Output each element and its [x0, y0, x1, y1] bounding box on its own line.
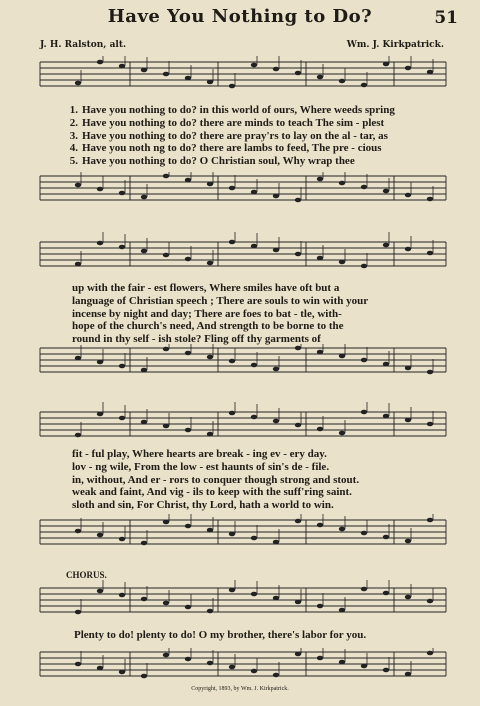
note-head [361, 531, 367, 536]
note-head [405, 366, 411, 371]
note-head [97, 589, 103, 594]
treble-staff-system-1 [0, 56, 480, 110]
words-credit: J. H. Ralston, alt. [40, 40, 127, 50]
note-heads [75, 580, 433, 614]
lyric-line: up with the fair - est flowers, Where smiles have oft but a [72, 282, 340, 294]
lyric-line: 3. Have you nothing to do? there are pray'rs to lay on the al - tar, as [69, 129, 388, 142]
note-head [427, 599, 433, 604]
note-head [163, 601, 169, 606]
note-head [141, 368, 147, 373]
note-head [185, 605, 191, 610]
note-head [97, 666, 103, 671]
note-head [361, 83, 367, 88]
lyric-line: 2. Have you nothing to do? there are minds to teach The sim - plest [69, 116, 385, 129]
lyric-line: 4. Have you noth ng to do? there are lambs to feed, The pre - cious [69, 142, 382, 155]
note-head [251, 190, 257, 195]
note-head [427, 370, 433, 375]
note-head [75, 356, 81, 361]
note-head [273, 194, 279, 199]
note-head [75, 433, 81, 438]
note-head [427, 651, 433, 656]
note-head [361, 185, 367, 190]
note-head [163, 174, 169, 179]
note-head [163, 424, 169, 429]
chorus-lyrics: Plenty to do! plenty to do! O my brother, there's labor for you. [74, 629, 367, 641]
note-head [383, 62, 389, 67]
note-head [119, 364, 125, 369]
note-head [119, 593, 125, 598]
note-head [273, 673, 279, 678]
note-head [119, 191, 125, 196]
note-head [207, 661, 213, 666]
note-heads [75, 56, 433, 88]
note-head [229, 186, 235, 191]
note-head [427, 70, 433, 75]
note-head [163, 253, 169, 258]
note-head [75, 81, 81, 86]
note-head [317, 427, 323, 432]
lyric-line: round in thy self - ish stole? Fling off thy garments of [72, 333, 321, 346]
verse-lyrics-system-1 [64, 104, 454, 168]
note-head [97, 360, 103, 365]
note-head [251, 536, 257, 541]
note-head [229, 665, 235, 670]
note-head [317, 523, 323, 528]
note-head [339, 660, 345, 665]
note-head [405, 539, 411, 544]
note-head [207, 182, 213, 187]
note-head [97, 60, 103, 65]
treble-staff-system-2 [0, 232, 480, 280]
note-head [339, 354, 345, 359]
note-head [361, 264, 367, 269]
note-head [383, 591, 389, 596]
note-head [383, 189, 389, 194]
note-head [383, 243, 389, 248]
note-head [339, 527, 345, 532]
note-heads [75, 344, 433, 374]
note-head [141, 68, 147, 73]
note-head [119, 670, 125, 675]
note-heads [75, 402, 433, 437]
note-head [119, 64, 125, 69]
note-head [185, 657, 191, 662]
note-head [141, 541, 147, 546]
hymn-title: Have You Nothing to Do? [107, 6, 373, 27]
note-head [295, 71, 301, 76]
note-head [405, 66, 411, 71]
note-head [229, 84, 235, 89]
note-head [361, 410, 367, 415]
lyric-line: 5. Have you nothing to do? O Christian soul, Why wrap thee [69, 155, 355, 168]
music-credit: Wm. J. Kirkpatrick. [346, 40, 444, 50]
note-head [141, 249, 147, 254]
note-head [163, 72, 169, 77]
note-head [185, 76, 191, 81]
note-head [273, 540, 279, 545]
note-head [141, 195, 147, 200]
note-head [383, 362, 389, 367]
note-head [295, 346, 301, 351]
note-head [405, 247, 411, 252]
note-head [229, 588, 235, 593]
bass-staff-system-1 [0, 172, 480, 208]
lyric-line: hope of the church's need, And strength to be borne to the [72, 320, 344, 333]
note-head [427, 251, 433, 256]
lyric-line: language of Christian speech ; There are souls to win with your [72, 294, 369, 307]
lyric-line: sloth and sin, For Christ, thy Lord, hath a world to win. [72, 499, 334, 512]
note-head [405, 672, 411, 677]
note-head [273, 67, 279, 72]
note-head [97, 412, 103, 417]
note-heads [75, 172, 433, 202]
note-head [185, 524, 191, 529]
verse-lyrics-system-3 [72, 448, 462, 512]
note-head [141, 674, 147, 679]
note-head [339, 608, 345, 613]
note-head [163, 347, 169, 352]
note-head [295, 198, 301, 203]
note-head [207, 609, 213, 614]
note-head [163, 653, 169, 658]
note-head [405, 595, 411, 600]
note-head [339, 181, 345, 186]
note-head [317, 177, 323, 182]
note-head [317, 656, 323, 661]
note-heads [75, 514, 433, 545]
lyric-line: incense by night and day; There are foes to bat - tle, with- [72, 307, 342, 320]
note-head [273, 596, 279, 601]
note-head [207, 432, 213, 437]
note-head [207, 355, 213, 360]
bass-staff-chorus [0, 648, 480, 684]
note-head [251, 592, 257, 597]
note-head [427, 518, 433, 523]
note-head [97, 241, 103, 246]
note-heads [75, 232, 433, 268]
note-head [185, 428, 191, 433]
treble-staff-chorus [0, 580, 480, 624]
note-head [339, 79, 345, 84]
chorus-label: CHORUS. [66, 570, 107, 580]
note-head [361, 664, 367, 669]
note-head [185, 257, 191, 262]
note-head [75, 262, 81, 267]
note-head [163, 520, 169, 525]
note-head [119, 416, 125, 421]
note-head [251, 244, 257, 249]
bass-staff-system-2 [0, 344, 480, 380]
note-head [383, 535, 389, 540]
note-head [229, 359, 235, 364]
note-head [75, 529, 81, 534]
note-head [75, 662, 81, 667]
note-head [295, 519, 301, 524]
note-head [317, 256, 323, 261]
note-head [97, 187, 103, 192]
note-head [185, 351, 191, 356]
note-head [317, 604, 323, 609]
note-head [273, 248, 279, 253]
note-head [383, 414, 389, 419]
note-head [361, 587, 367, 592]
copyright-notice: Copyright, 1893, by Wm. J. Kirkpatrick. [191, 686, 289, 692]
lyric-line: lov - ng wile, From the low - est haunts of sin's de - file. [72, 460, 330, 473]
note-head [251, 415, 257, 420]
lyric-line: weak and faint, And vig - ils to keep with the suff'ring saint. [72, 486, 352, 499]
note-head [251, 363, 257, 368]
note-head [75, 610, 81, 615]
note-head [229, 411, 235, 416]
note-head [119, 245, 125, 250]
verse-lyrics-system-2 [72, 282, 462, 346]
note-head [251, 669, 257, 674]
note-head [273, 367, 279, 372]
note-head [75, 183, 81, 188]
note-head [295, 600, 301, 605]
bass-staff-system-3 [0, 514, 480, 554]
note-head [229, 240, 235, 245]
note-head [207, 261, 213, 266]
note-head [405, 418, 411, 423]
note-head [317, 75, 323, 80]
note-head [141, 597, 147, 602]
lyric-line: in, without, And er - rors to conquer though strong and stout. [72, 473, 360, 486]
note-head [207, 528, 213, 533]
note-head [273, 419, 279, 424]
lyric-line: fit - ful play, Where hearts are break - ing ev - ery day. [72, 448, 327, 460]
note-head [405, 193, 411, 198]
note-head [141, 420, 147, 425]
note-head [339, 260, 345, 265]
note-head [317, 350, 323, 355]
note-head [207, 80, 213, 85]
note-head [339, 431, 345, 436]
note-head [251, 63, 257, 68]
note-head [229, 532, 235, 537]
note-head [383, 668, 389, 673]
page-number: 51 [434, 8, 458, 28]
note-head [295, 423, 301, 428]
note-head [295, 652, 301, 657]
note-head [427, 197, 433, 202]
note-head [185, 178, 191, 183]
note-head [361, 358, 367, 363]
note-heads [75, 648, 433, 678]
treble-staff-system-3 [0, 402, 480, 450]
note-head [427, 422, 433, 427]
lyric-line: 1. Have you nothing to do? in this world of ours, Where weeds spring [69, 104, 395, 116]
note-head [97, 533, 103, 538]
note-head [119, 537, 125, 542]
note-head [295, 252, 301, 257]
